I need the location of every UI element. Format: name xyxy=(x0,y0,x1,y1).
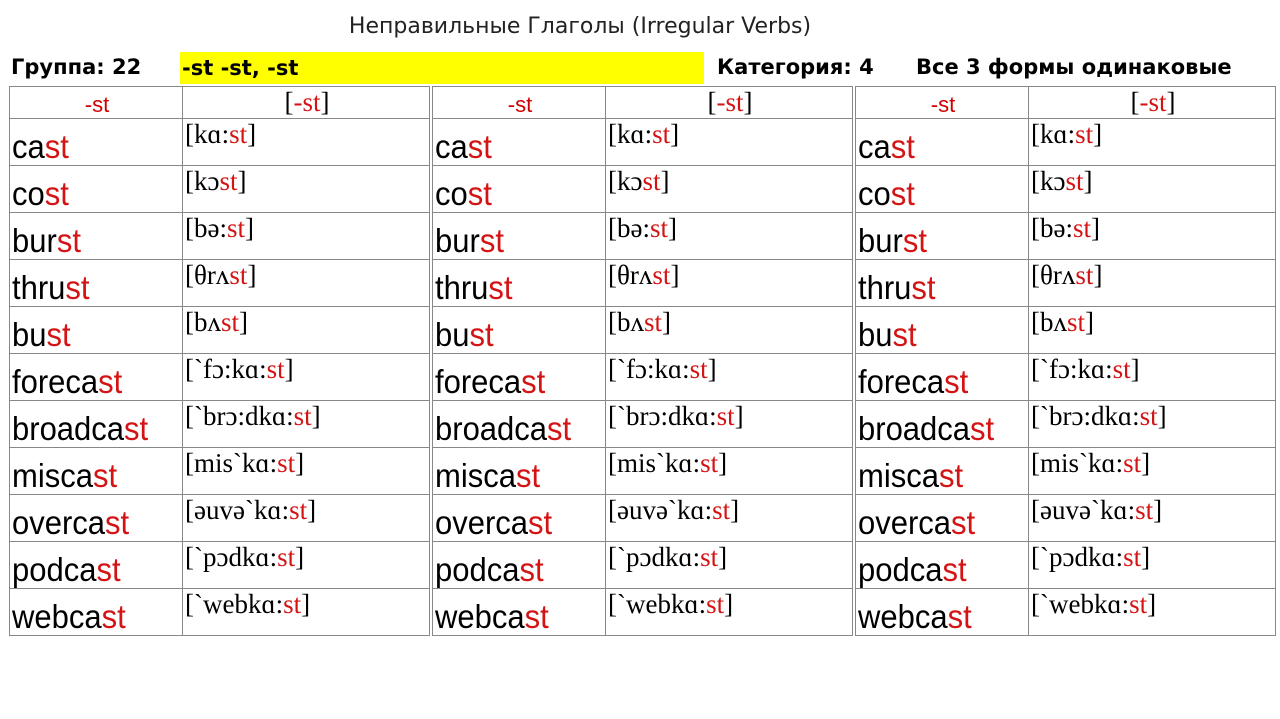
table-row xyxy=(433,448,853,495)
transcription-stem: [`brɔ:dkɑ: xyxy=(185,401,294,431)
transcription-stem: [mis`kɑ: xyxy=(1031,448,1124,478)
transcription-stem: [kɑ: xyxy=(608,119,653,149)
verb-cell xyxy=(10,260,183,307)
transcription-ending: st xyxy=(1112,354,1131,384)
transcription-close: ] xyxy=(247,119,257,149)
verb-stem: foreca xyxy=(12,362,99,401)
transcription-cell xyxy=(606,119,853,166)
verb-ending: st xyxy=(524,597,549,636)
table-row xyxy=(856,448,1276,495)
verb-ending: st xyxy=(467,127,492,166)
verb-stem: bur xyxy=(858,221,903,260)
verb-ending: st xyxy=(96,550,121,589)
transcription-ending: st xyxy=(652,119,671,149)
table-row xyxy=(10,119,430,166)
transcription-close: ] xyxy=(1141,542,1151,572)
header-word-text: -st xyxy=(507,92,533,117)
table-row xyxy=(856,307,1276,354)
transcription-ending: st xyxy=(1067,307,1086,337)
transcription-cell xyxy=(183,354,430,401)
verb-stem: bu xyxy=(858,315,893,354)
transcription-ending: st xyxy=(1065,166,1084,196)
group-label: Группа: 22 xyxy=(11,55,142,79)
transcription-stem: [kɑ: xyxy=(1031,119,1076,149)
verb-stem: thru xyxy=(858,268,912,307)
transcription-close: ] xyxy=(295,542,305,572)
verb-cell xyxy=(433,119,606,166)
group-pattern-highlight: -st -st, -st xyxy=(180,52,704,84)
verb-ending: st xyxy=(519,550,544,589)
table-row xyxy=(10,401,430,448)
verb-ending: st xyxy=(528,503,553,542)
verb-cell xyxy=(10,354,183,401)
transcription-close: ] xyxy=(1083,166,1093,196)
transcription-close: ] xyxy=(1093,260,1103,290)
transcription-cell xyxy=(606,166,853,213)
verb-stem: overca xyxy=(12,503,106,542)
transcription-ending: st xyxy=(1139,401,1158,431)
table-row xyxy=(856,166,1276,213)
transcription-cell xyxy=(606,401,853,448)
transcription-ending: st xyxy=(266,354,285,384)
table-row xyxy=(433,542,853,589)
table-row xyxy=(856,495,1276,542)
verb-ending: st xyxy=(947,597,972,636)
table-row xyxy=(433,166,853,213)
verb-ending: st xyxy=(892,315,917,354)
transcription-stem: [əuvə`kɑ: xyxy=(1031,495,1136,525)
verb-ending: st xyxy=(44,127,69,166)
table-row xyxy=(856,213,1276,260)
transcription-cell xyxy=(1029,260,1276,307)
table-row xyxy=(10,213,430,260)
transcription-close: ] xyxy=(730,495,740,525)
verb-ending: st xyxy=(124,409,149,448)
transcription-cell xyxy=(183,495,430,542)
verb-cell xyxy=(10,119,183,166)
table-row xyxy=(433,307,853,354)
transcription-ending: st xyxy=(652,260,671,290)
verb-cell xyxy=(433,260,606,307)
transcription-stem: [kɔ xyxy=(185,166,220,196)
transcription-cell xyxy=(1029,589,1276,636)
transcription-cell xyxy=(606,448,853,495)
verb-cell xyxy=(10,401,183,448)
verb-stem: broadca xyxy=(858,409,971,448)
transcription-stem: [`brɔ:dkɑ: xyxy=(608,401,717,431)
transcription-cell xyxy=(1029,354,1276,401)
transcription-stem: [bə: xyxy=(608,213,650,243)
transcription-stem: [`webkɑ: xyxy=(1031,589,1130,619)
transcription-close: ] xyxy=(1157,401,1167,431)
header-word-text: -st xyxy=(84,92,110,117)
transcription-ending: st xyxy=(689,354,708,384)
verb-stem: bu xyxy=(12,315,47,354)
verb-cell xyxy=(10,589,183,636)
verb-ending: st xyxy=(44,174,69,213)
verb-stem: co xyxy=(12,174,45,213)
table-row xyxy=(856,354,1276,401)
verb-ending: st xyxy=(56,221,81,260)
transcription-cell xyxy=(1029,166,1276,213)
verb-ending: st xyxy=(521,362,546,401)
verb-ending: st xyxy=(467,174,492,213)
verb-stem: webca xyxy=(12,597,102,636)
transcription-close: ] xyxy=(724,589,734,619)
transcription-ending: st xyxy=(644,307,663,337)
table-row xyxy=(433,260,853,307)
transcription-stem: [`webkɑ: xyxy=(608,589,707,619)
verb-stem: misca xyxy=(12,456,93,495)
verb-stem: podca xyxy=(858,550,943,589)
transcription-ending: st xyxy=(221,307,240,337)
transcription-ending: st xyxy=(1072,213,1091,243)
transcription-close: ] xyxy=(239,307,249,337)
verb-stem: foreca xyxy=(858,362,945,401)
verb-cell xyxy=(856,495,1029,542)
page-title: Неправильные Глаголы (Irregular Verbs) xyxy=(348,14,812,39)
transcription-cell xyxy=(1029,213,1276,260)
verb-stem: bu xyxy=(435,315,470,354)
transcription-ending: st xyxy=(226,213,245,243)
transcription-close: ] xyxy=(707,354,717,384)
transcription-stem: [θrʌ xyxy=(608,260,653,290)
transcription-cell xyxy=(606,260,853,307)
transcription-stem: [`fɔ:kɑ: xyxy=(1031,354,1113,384)
transcription-ending: st xyxy=(1123,448,1142,478)
table-header-row xyxy=(856,87,1276,119)
transcription-cell xyxy=(183,166,430,213)
verb-cell xyxy=(433,166,606,213)
verb-ending: st xyxy=(469,315,494,354)
verb-stem: podca xyxy=(12,550,97,589)
transcription-cell xyxy=(1029,448,1276,495)
verb-stem: broadca xyxy=(435,409,548,448)
verb-stem: webca xyxy=(858,597,948,636)
verb-cell xyxy=(433,448,606,495)
transcription-close: ] xyxy=(307,495,317,525)
transcription-stem: [`fɔ:kɑ: xyxy=(185,354,267,384)
verb-ending: st xyxy=(92,456,118,495)
transcription-cell xyxy=(183,448,430,495)
transcription-stem: [bə: xyxy=(185,213,227,243)
transcription-ending: st xyxy=(642,166,661,196)
verb-cell xyxy=(10,307,183,354)
verb-cell xyxy=(433,589,606,636)
verb-stem: thru xyxy=(12,268,66,307)
transcription-stem: [bʌ xyxy=(185,307,221,337)
transcription-close: ] xyxy=(718,542,728,572)
table-row xyxy=(856,119,1276,166)
verb-ending: st xyxy=(942,550,967,589)
transcription-cell xyxy=(1029,119,1276,166)
transcription-cell xyxy=(1029,307,1276,354)
transcription-stem: [`pɔdkɑ: xyxy=(1031,542,1124,572)
transcription-ending: st xyxy=(700,542,719,572)
transcription-close: ] xyxy=(734,401,744,431)
verb-ending: st xyxy=(890,127,915,166)
transcription-cell xyxy=(606,589,853,636)
header-bracket-open: [ xyxy=(707,87,717,117)
verb-stem: co xyxy=(858,174,891,213)
verb-ending: st xyxy=(98,362,123,401)
header-transcription xyxy=(1029,87,1276,119)
transcription-cell xyxy=(606,213,853,260)
transcription-cell xyxy=(606,307,853,354)
verb-cell xyxy=(856,166,1029,213)
verb-table-1 xyxy=(9,86,430,636)
header-word xyxy=(433,87,606,119)
transcription-ending: st xyxy=(649,213,668,243)
transcription-close: ] xyxy=(284,354,294,384)
verb-stem: overca xyxy=(858,503,952,542)
transcription-stem: [kɔ xyxy=(1031,166,1066,196)
transcription-ending: st xyxy=(1135,495,1154,525)
header-word-text: -st xyxy=(930,92,956,117)
transcription-cell xyxy=(606,542,853,589)
transcription-ending: st xyxy=(283,589,302,619)
transcription-stem: [`pɔdkɑ: xyxy=(608,542,701,572)
verb-stem: webca xyxy=(435,597,525,636)
transcription-close: ] xyxy=(295,448,305,478)
transcription-stem: [`fɔ:kɑ: xyxy=(608,354,690,384)
header-bracket-close: ] xyxy=(1166,87,1176,117)
table-row xyxy=(856,589,1276,636)
transcription-ending: st xyxy=(289,495,308,525)
header-bracket-close: ] xyxy=(743,87,753,117)
transcription-ending: st xyxy=(1123,542,1142,572)
header-bracket-open: [ xyxy=(1130,87,1140,117)
transcription-cell xyxy=(183,260,430,307)
table-row xyxy=(10,589,430,636)
transcription-stem: [θrʌ xyxy=(1031,260,1076,290)
verb-ending: st xyxy=(515,456,541,495)
verb-cell xyxy=(856,119,1029,166)
verb-cell xyxy=(10,213,183,260)
verb-stem: ca xyxy=(12,127,45,166)
transcription-ending: st xyxy=(716,401,735,431)
transcription-close: ] xyxy=(1091,213,1100,243)
verb-stem: ca xyxy=(858,127,891,166)
transcription-ending: st xyxy=(277,542,296,572)
transcription-cell xyxy=(183,119,430,166)
verb-stem: podca xyxy=(435,550,520,589)
transcription-stem: [əuvə`kɑ: xyxy=(608,495,713,525)
verb-cell xyxy=(10,542,183,589)
transcription-ending: st xyxy=(229,260,248,290)
verb-cell xyxy=(433,213,606,260)
verb-ending: st xyxy=(938,456,964,495)
table-row xyxy=(433,495,853,542)
transcription-close: ] xyxy=(301,589,311,619)
table-row xyxy=(433,354,853,401)
transcription-cell xyxy=(183,401,430,448)
verb-ending: st xyxy=(970,409,995,448)
verb-stem: ca xyxy=(435,127,468,166)
transcription-ending: st xyxy=(219,166,238,196)
transcription-stem: [kɔ xyxy=(608,166,643,196)
transcription-close: ] xyxy=(718,448,728,478)
transcription-close: ] xyxy=(247,260,257,290)
verb-cell xyxy=(10,495,183,542)
verb-cell xyxy=(856,213,1029,260)
verb-cell xyxy=(10,448,183,495)
transcription-ending: st xyxy=(700,448,719,478)
transcription-ending: st xyxy=(293,401,312,431)
header-bracket-close: ] xyxy=(320,87,330,117)
transcription-stem: [`pɔdkɑ: xyxy=(185,542,278,572)
verb-cell xyxy=(856,542,1029,589)
table-row xyxy=(10,260,430,307)
transcription-stem: [mis`kɑ: xyxy=(608,448,701,478)
verb-ending: st xyxy=(951,503,976,542)
transcription-close: ] xyxy=(1093,119,1103,149)
verb-stem: misca xyxy=(858,456,939,495)
verb-cell xyxy=(433,401,606,448)
table-row xyxy=(10,542,430,589)
header-suffix: -st xyxy=(293,87,321,117)
transcription-close: ] xyxy=(1130,354,1140,384)
transcription-close: ] xyxy=(1147,589,1157,619)
verb-stem: co xyxy=(435,174,468,213)
transcription-close: ] xyxy=(237,166,247,196)
transcription-cell xyxy=(183,307,430,354)
transcription-cell xyxy=(183,213,430,260)
transcription-close: ] xyxy=(668,213,677,243)
transcription-cell xyxy=(1029,542,1276,589)
transcription-cell xyxy=(183,589,430,636)
verb-cell xyxy=(856,307,1029,354)
transcription-close: ] xyxy=(245,213,254,243)
verb-table-3 xyxy=(855,86,1276,636)
table-row xyxy=(433,589,853,636)
verb-cell xyxy=(856,354,1029,401)
transcription-close: ] xyxy=(311,401,321,431)
verb-cell xyxy=(856,401,1029,448)
forms-note: Все 3 формы одинаковые xyxy=(916,55,1232,79)
transcription-stem: [kɑ: xyxy=(185,119,230,149)
transcription-stem: [`brɔ:dkɑ: xyxy=(1031,401,1140,431)
verb-stem: foreca xyxy=(435,362,522,401)
table-header-row xyxy=(10,87,430,119)
header-suffix: -st xyxy=(1139,87,1167,117)
transcription-cell xyxy=(606,354,853,401)
transcription-stem: [bʌ xyxy=(1031,307,1067,337)
table-row xyxy=(856,542,1276,589)
transcription-close: ] xyxy=(660,166,670,196)
transcription-ending: st xyxy=(712,495,731,525)
table-row xyxy=(10,354,430,401)
verb-cell xyxy=(433,354,606,401)
verb-ending: st xyxy=(101,597,126,636)
table-row xyxy=(433,119,853,166)
header-word xyxy=(10,87,183,119)
verb-stem: misca xyxy=(435,456,516,495)
table-row xyxy=(856,401,1276,448)
transcription-stem: [əuvə`kɑ: xyxy=(185,495,290,525)
transcription-cell xyxy=(606,495,853,542)
verb-cell xyxy=(433,495,606,542)
verb-ending: st xyxy=(911,268,936,307)
verb-ending: st xyxy=(65,268,90,307)
transcription-stem: [bʌ xyxy=(608,307,644,337)
verb-ending: st xyxy=(902,221,927,260)
header-suffix: -st xyxy=(716,87,744,117)
verb-table-2 xyxy=(432,86,853,636)
verb-stem: bur xyxy=(435,221,480,260)
verb-stem: broadca xyxy=(12,409,125,448)
verb-stem: thru xyxy=(435,268,489,307)
verb-cell xyxy=(856,589,1029,636)
transcription-ending: st xyxy=(1075,260,1094,290)
transcription-close: ] xyxy=(1141,448,1151,478)
verb-cell xyxy=(856,260,1029,307)
transcription-cell xyxy=(1029,401,1276,448)
verb-ending: st xyxy=(944,362,969,401)
transcription-cell xyxy=(1029,495,1276,542)
header-bracket-open: [ xyxy=(284,87,294,117)
verb-cell xyxy=(856,448,1029,495)
verb-ending: st xyxy=(46,315,71,354)
verb-stem: bur xyxy=(12,221,57,260)
transcription-ending: st xyxy=(1129,589,1148,619)
transcription-close: ] xyxy=(670,260,680,290)
transcription-stem: [`webkɑ: xyxy=(185,589,284,619)
verb-cell xyxy=(10,166,183,213)
transcription-stem: [bə: xyxy=(1031,213,1073,243)
table-row xyxy=(433,401,853,448)
header-transcription xyxy=(606,87,853,119)
verb-ending: st xyxy=(479,221,504,260)
transcription-close: ] xyxy=(1153,495,1163,525)
table-row xyxy=(10,495,430,542)
table-row xyxy=(856,260,1276,307)
transcription-ending: st xyxy=(706,589,725,619)
transcription-ending: st xyxy=(1075,119,1094,149)
verb-ending: st xyxy=(547,409,572,448)
verb-ending: st xyxy=(105,503,130,542)
transcription-cell xyxy=(183,542,430,589)
transcription-close: ] xyxy=(662,307,672,337)
table-row xyxy=(10,307,430,354)
table-header-row xyxy=(433,87,853,119)
transcription-stem: [mis`kɑ: xyxy=(185,448,278,478)
table-row xyxy=(10,448,430,495)
table-row xyxy=(433,213,853,260)
transcription-close: ] xyxy=(1085,307,1095,337)
transcription-stem: [θrʌ xyxy=(185,260,230,290)
header-transcription xyxy=(183,87,430,119)
header-word xyxy=(856,87,1029,119)
transcription-ending: st xyxy=(229,119,248,149)
verb-cell xyxy=(433,307,606,354)
verb-cell xyxy=(433,542,606,589)
category-label: Категория: 4 xyxy=(717,55,874,79)
verb-ending: st xyxy=(890,174,915,213)
verb-stem: overca xyxy=(435,503,529,542)
transcription-close: ] xyxy=(670,119,680,149)
table-row xyxy=(10,166,430,213)
verb-ending: st xyxy=(488,268,513,307)
transcription-ending: st xyxy=(277,448,296,478)
